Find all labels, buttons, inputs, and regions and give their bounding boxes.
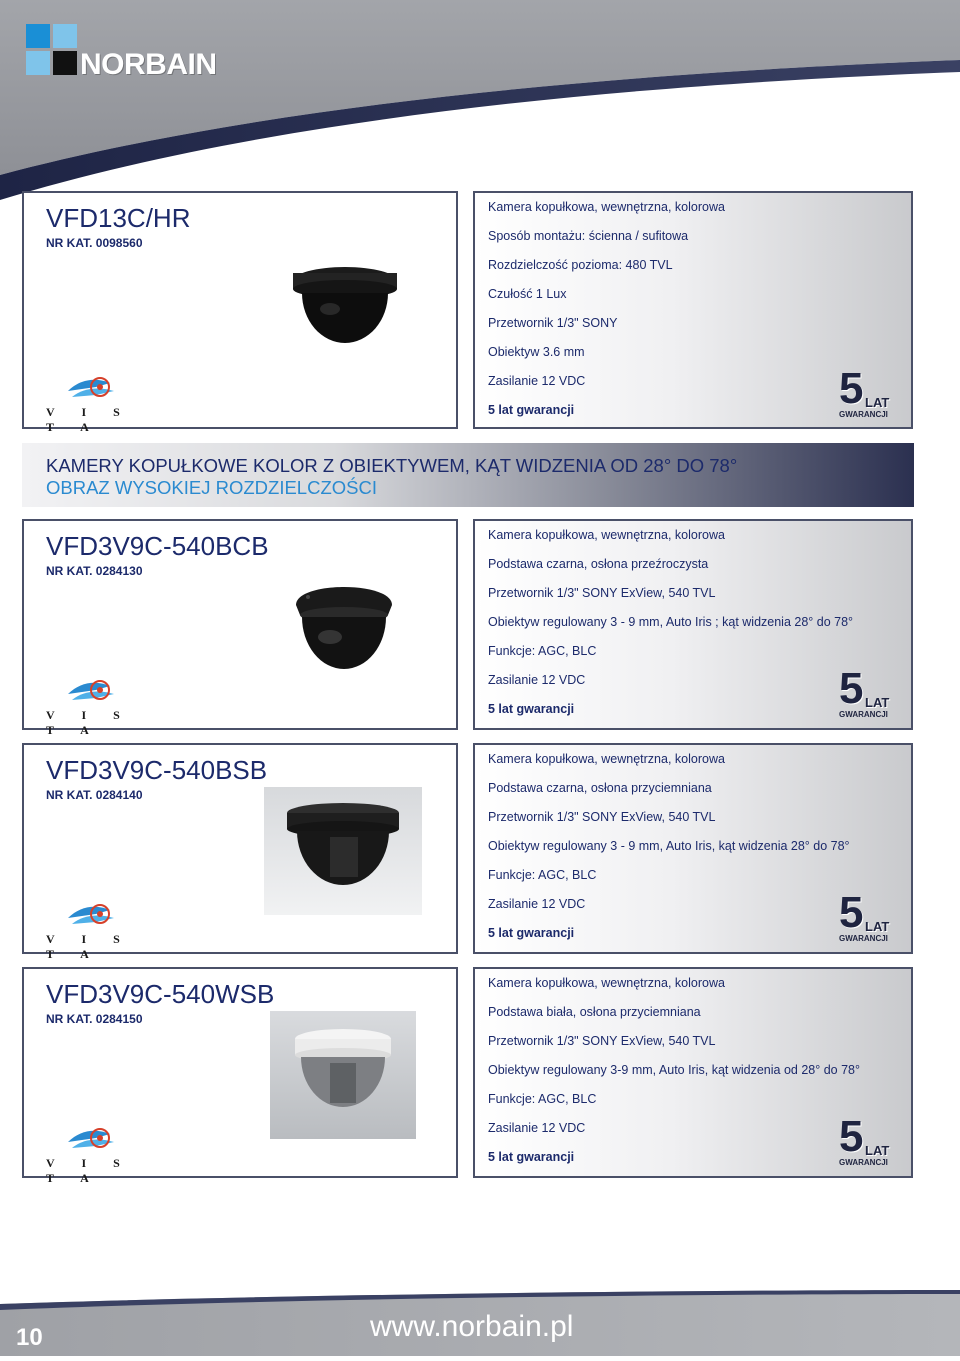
spec-box <box>473 743 913 954</box>
spec-item: Rozdzielczość pozioma: 480 TVL <box>488 258 673 272</box>
camera-photo <box>264 787 422 920</box>
camera-photo <box>288 575 400 680</box>
spec-warranty: 5 lat gwarancji <box>488 403 575 417</box>
spec-item: Obiektyw regulowany 3-9 mm, Auto Iris, kąt widzenia od 28° do 78° <box>488 1063 860 1077</box>
logo-square-light <box>53 24 77 48</box>
product-model: VFD3V9C-540WSB <box>46 979 275 1009</box>
spec-item: Przetwornik 1/3" SONY ExView, 540 TVL <box>488 586 716 600</box>
warranty-badge <box>839 664 890 721</box>
product-info-box <box>22 967 458 1185</box>
badge-number: 5 <box>839 664 864 713</box>
vista-text: V I S T A <box>46 708 132 737</box>
catalog-number: NR KAT. 0098560 <box>46 236 143 250</box>
catalog-number: NR KAT. 0284130 <box>46 564 143 578</box>
spec-item: Zasilanie 12 VDC <box>488 897 586 911</box>
warranty-badge <box>839 1112 890 1169</box>
product-info-box <box>22 191 458 434</box>
vista-text: V I S T A <box>46 932 132 961</box>
vista-logo <box>44 676 144 737</box>
spec-item: Przetwornik 1/3" SONY <box>488 316 618 330</box>
website-link[interactable]: www.norbain.pl <box>370 1310 574 1343</box>
spec-item: Kamera kopułkowa, wewnętrzna, kolorowa <box>488 200 725 214</box>
badge-gwarancji: GWARANCJI <box>839 1158 888 1167</box>
spec-item: Funkcje: AGC, BLC <box>488 868 597 882</box>
vista-text: V I S T A <box>46 405 132 434</box>
norbain-logo[interactable] <box>26 24 226 84</box>
spec-item: Przetwornik 1/3" SONY ExView, 540 TVL <box>488 1034 716 1048</box>
spec-item: Sposób montażu: ścienna / sufitowa <box>488 229 689 243</box>
spec-item: Kamera kopułkowa, wewnętrzna, kolorowa <box>488 752 725 766</box>
badge-lat: LAT <box>865 919 890 934</box>
spec-box <box>473 519 913 730</box>
product-model: VFD3V9C-540BCB <box>46 531 269 561</box>
brand-name: NORBAIN <box>80 48 217 81</box>
vista-text: V I S T A <box>46 1156 132 1185</box>
spec-item: Podstawa czarna, osłona przeźroczysta <box>488 557 709 571</box>
badge-number: 5 <box>839 888 864 937</box>
vista-logo <box>44 1124 144 1185</box>
product-model: VFD3V9C-540BSB <box>46 755 268 785</box>
spec-warranty: 5 lat gwarancji <box>488 1150 575 1164</box>
badge-gwarancji: GWARANCJI <box>839 934 888 943</box>
spec-item: Czułość 1 Lux <box>488 287 567 301</box>
spec-item: Podstawa czarna, osłona przyciemniana <box>488 781 712 795</box>
catalog-number: NR KAT. 0284140 <box>46 788 143 802</box>
spec-item: Podstawa biała, osłona przyciemniana <box>488 1005 701 1019</box>
product-model: VFD13C/HR <box>46 203 191 233</box>
logo-square-light <box>26 51 50 75</box>
vista-logo <box>44 373 144 434</box>
spec-list <box>488 197 725 429</box>
spec-box <box>473 191 913 429</box>
badge-lat: LAT <box>865 1143 890 1158</box>
badge-gwarancji: GWARANCJI <box>839 710 888 719</box>
spec-item: Zasilanie 12 VDC <box>488 1121 586 1135</box>
badge-lat: LAT <box>865 695 890 710</box>
logo-square-black <box>53 51 77 75</box>
spec-box <box>473 967 913 1178</box>
warranty-badge <box>839 364 890 421</box>
spec-item: Obiektyw 3.6 mm <box>488 345 585 359</box>
badge-number: 5 <box>839 1112 864 1161</box>
spec-list <box>488 973 860 1176</box>
spec-warranty: 5 lat gwarancji <box>488 926 575 940</box>
section-subtitle: OBRAZ WYSOKIEJ ROZDZIELCZOŚCI <box>46 477 377 498</box>
camera-photo <box>290 259 400 356</box>
vista-logo <box>44 900 144 961</box>
camera-photo <box>270 1011 416 1144</box>
product-info-box <box>22 743 458 961</box>
warranty-badge <box>839 888 890 945</box>
spec-item: Kamera kopułkowa, wewnętrzna, kolorowa <box>488 528 725 542</box>
spec-item: Obiektyw regulowany 3 - 9 mm, Auto Iris, kąt widzenia 28° do 78° <box>488 839 850 853</box>
badge-number: 5 <box>839 364 864 413</box>
product-info-box <box>22 519 458 737</box>
page-number: 10 <box>16 1324 43 1351</box>
spec-item: Zasilanie 12 VDC <box>488 374 586 388</box>
spec-item: Obiektyw regulowany 3 - 9 mm, Auto Iris ; kąt widzenia 28° do 78° <box>488 615 854 629</box>
spec-item: Kamera kopułkowa, wewnętrzna, kolorowa <box>488 976 725 990</box>
logo-square-blue <box>26 24 50 48</box>
section-banner <box>22 443 914 507</box>
catalog-number: NR KAT. 0284150 <box>46 1012 143 1026</box>
spec-warranty: 5 lat gwarancji <box>488 702 575 716</box>
spec-item: Zasilanie 12 VDC <box>488 673 586 687</box>
spec-list <box>488 749 850 952</box>
spec-item: Funkcje: AGC, BLC <box>488 1092 597 1106</box>
badge-gwarancji: GWARANCJI <box>839 410 888 419</box>
spec-list <box>488 525 853 728</box>
badge-lat: LAT <box>865 395 890 410</box>
section-title: KAMERY KOPUŁKOWE KOLOR Z OBIEKTYWEM, KĄT WIDZENIA OD 28° DO 78° <box>46 455 738 476</box>
spec-item: Przetwornik 1/3" SONY ExView, 540 TVL <box>488 810 716 824</box>
spec-item: Funkcje: AGC, BLC <box>488 644 597 658</box>
